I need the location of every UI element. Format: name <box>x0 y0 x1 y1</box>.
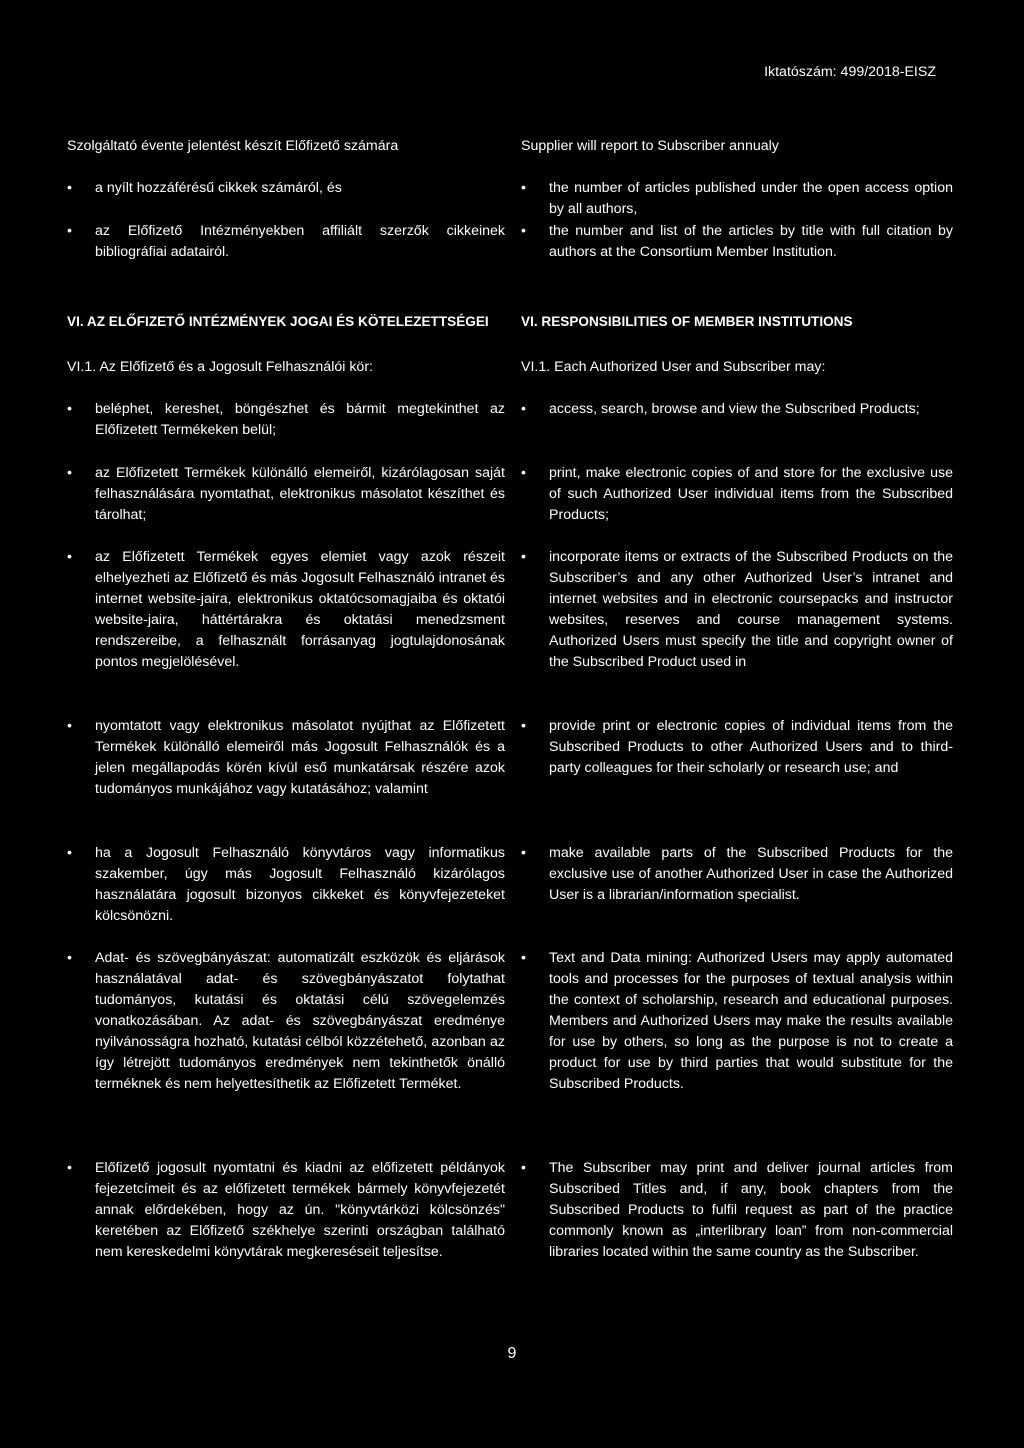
section-title-en: VI. RESPONSIBILITIES OF MEMBER INSTITUTIONS <box>521 314 853 329</box>
rights-list-hu-7 <box>67 1158 505 1263</box>
subsection-title-hu: VI.1. Az Előfizető és a Jogosult Felhasználói kör: <box>67 359 373 375</box>
list-item: • make available parts of the Subscribed Products for the exclusive use of another Authorized User in case the Authorized User is a librarian/information specialist. <box>521 843 953 906</box>
report-list-hu-2 <box>67 221 505 263</box>
list-item: • the number of articles published under the open access option by all authors, <box>521 178 953 220</box>
subsection-title-en: VI.1. Each Authorized User and Subscriber may: <box>521 359 826 375</box>
list-item: • Text and Data mining: Authorized Users may apply automated tools and processes for the purposes of textual analysis within the context of scholarship, research and educational purposes. Members and Authorized Users may make the results available for use by others, so long as the purpose is not to create a product for use by third parties that would substitute for the Subscribed Products. <box>521 948 953 1095</box>
list-item: • incorporate items or extracts of the Subscribed Products on the Subscriber’s and any other Authorized User’s intranet and internet websites and in electronic coursepacks and instructor websites, reserves and course management systems. Authorized Users must specify the title and copyright owner of the Subscribed Product used in <box>521 547 953 673</box>
rights-list-en-5 <box>521 843 953 906</box>
list-item: • beléphet, kereshet, böngészhet és bármit megtekinthet az Előfizetett Termékeken belül; <box>67 399 505 441</box>
list-item: • az Előfizető Intézményekben affiliált szerzők cikkeinek bibliográfiai adatairól. <box>67 221 505 263</box>
section-title-hu: VI. AZ ELŐFIZETŐ INTÉZMÉNYEK JOGAI ÉS KÖTELEZETTSÉGEI <box>67 314 489 329</box>
rights-list-hu-2 <box>67 463 505 526</box>
report-list-en <box>521 178 953 220</box>
report-intro-hu: Szolgáltató évente jelentést készít Előfizető számára <box>67 138 399 154</box>
page-number: 9 <box>507 1345 517 1362</box>
list-item: • The Subscriber may print and deliver journal articles from Subscribed Titles and, if any, book chapters from the Subscribed Products to fulfil request as part of the practice commonly known as „interlibrary loan” from non-commercial libraries located within the same country as the Subscriber. <box>521 1158 953 1263</box>
rights-list-en-6 <box>521 948 953 1095</box>
list-item: • Előfizető jogosult nyomtatni és kiadni az előfizetett példányok fejezetcímeit és az előfizetett termékek bármely könyvfejezetét annak előrdekében, hogy az ún. "könyvtárközi kölcsönzés" keretében az Előfizető székhelye szerinti országban található nem kereskedelmi könyvtárak megkereséseit teljesítse. <box>67 1158 505 1263</box>
registry-number: Iktatószám: 499/2018-EISZ <box>764 64 936 80</box>
list-item: • az Előfizetett Termékek különálló elemeiről, kizárólagosan saját felhasználására nyomtathat, elektronikus másolatot készíthet és tárolhat; <box>67 463 505 526</box>
report-list-hu <box>67 178 505 199</box>
list-item: • access, search, browse and view the Subscribed Products; <box>521 399 953 420</box>
rights-list-en-2 <box>521 463 953 526</box>
rights-list-hu-4 <box>67 716 505 800</box>
rights-list-en-3 <box>521 547 953 673</box>
rights-list-hu-5 <box>67 843 505 927</box>
rights-list-en-4 <box>521 716 953 779</box>
list-item: • az Előfizetett Termékek egyes elemiet vagy azok részeit elhelyezheti az Előfizető és más Jogosult Felhasználó intranet és internet website-jaira, elektronikus oktatócsomagjaiba és oktatói website-jaira, háttértárakra és oktatási menedzsment rendszereibe, a felhasznált forrásanyag jogtulajdonosának pontos megjelölésével. <box>67 547 505 673</box>
report-intro-en: Supplier will report to Subscriber annualy <box>521 138 779 154</box>
list-item: • a nyílt hozzáférésű cikkek számáról, és <box>67 178 505 199</box>
rights-list-en-7 <box>521 1158 953 1263</box>
list-item: • nyomtatott vagy elektronikus másolatot nyújthat az Előfizetett Termékek különálló elemeiről más Jogosult Felhasználók és a jelen megállapodás körén kívül eső munkatársak részére azok tudományos munkájához vagy kutatásához; valamint <box>67 716 505 800</box>
rights-list-hu-3 <box>67 547 505 673</box>
list-item: • the number and list of the articles by title with full citation by authors at the Consortium Member Institution. <box>521 221 953 263</box>
rights-list-en-1 <box>521 399 953 420</box>
list-item: • provide print or electronic copies of individual items from the Subscribed Products to other Authorized Users and to third-party colleagues for their scholarly or research use; and <box>521 716 953 779</box>
list-item: • ha a Jogosult Felhasználó könyvtáros vagy informatikus szakember, úgy más Jogosult Felhasználó kizárólagos használatára jogosult bizonyos cikkeket és könyvfejezeteket kölcsönözni. <box>67 843 505 927</box>
report-list-en-2 <box>521 221 953 263</box>
list-item: • print, make electronic copies of and store for the exclusive use of such Authorized User individual items from the Subscribed Products; <box>521 463 953 526</box>
list-item: • Adat- és szövegbányászat: automatizált eszközök és eljárások használatával adat- és szövegbányászatot folytathat tudományos, kutatási és oktatási célú szövegelemzés vonatkozásában. Az adat- és szövegbányászat eredménye nyilvánosságra hozható, kutatási célból közzétehető, azonban az így létrejött tudományos eredmények nem tekinthetők önálló terméknek és nem helyettesíthetik az Előfizetett Terméket. <box>67 948 505 1095</box>
rights-list-hu-1 <box>67 399 505 441</box>
rights-list-hu-6 <box>67 948 505 1095</box>
